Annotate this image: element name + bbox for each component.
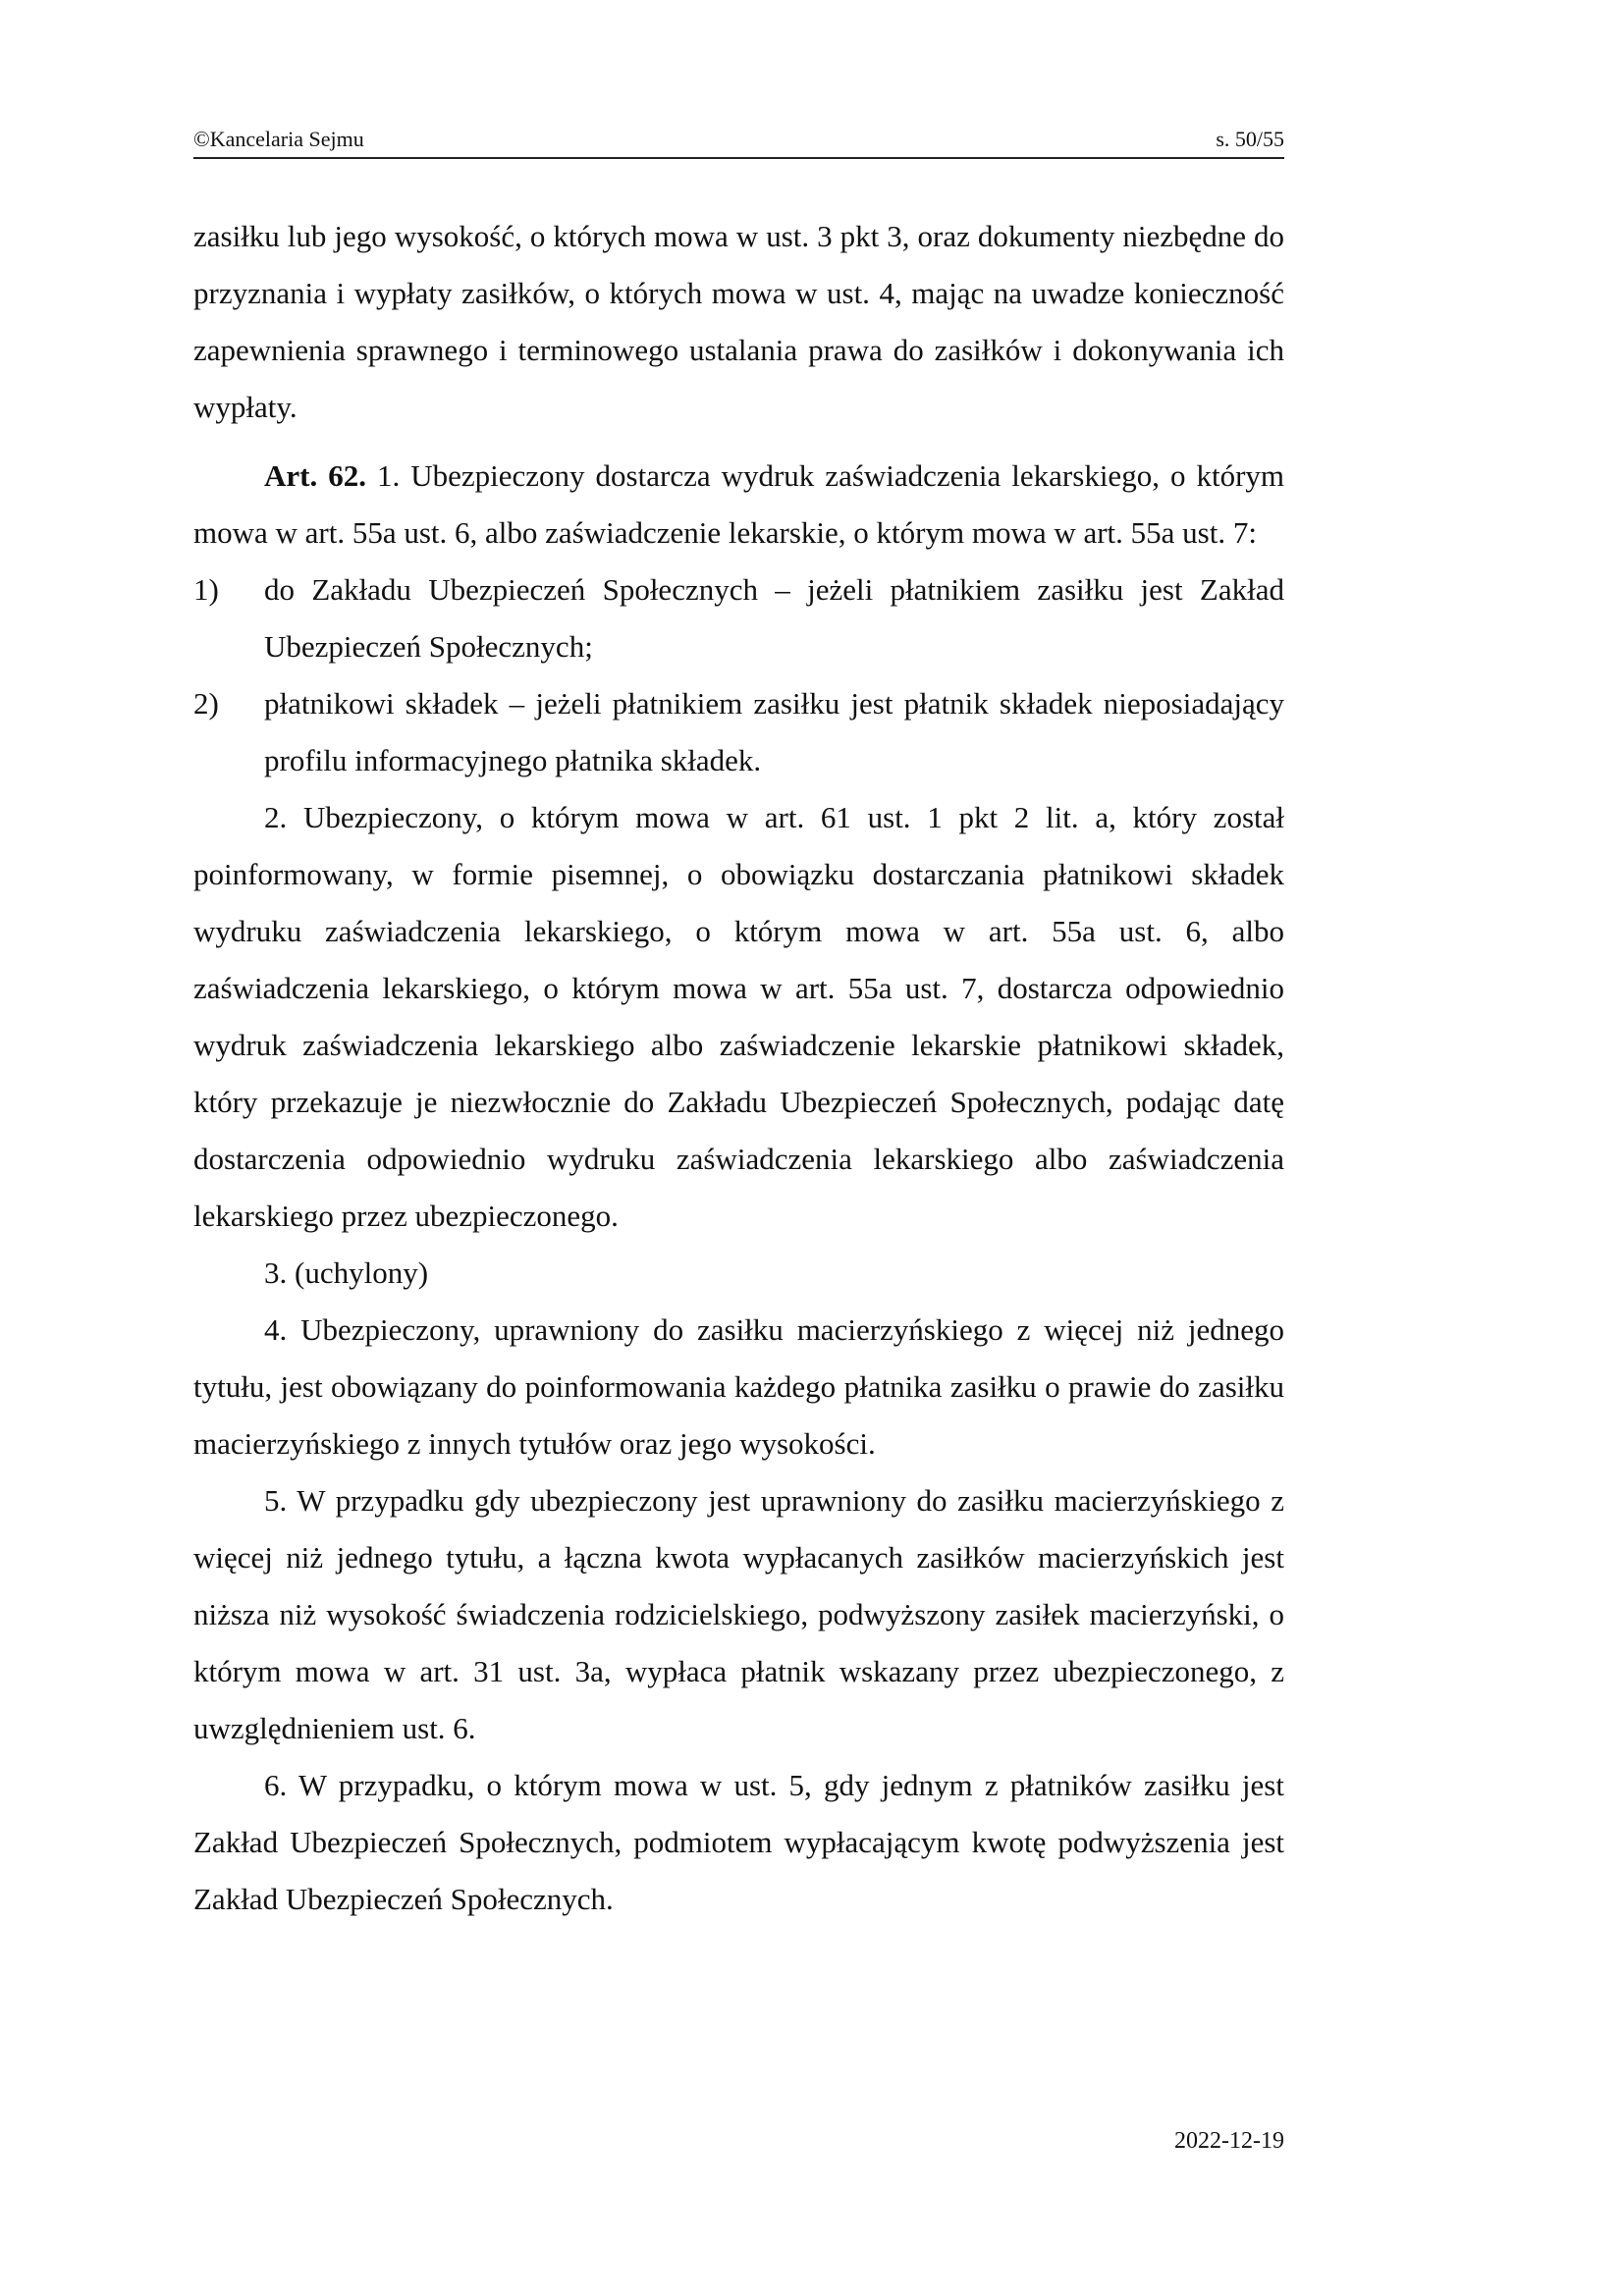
- article-62-paragraph-1: [193, 448, 1284, 561]
- article-62-paragraph-4: 4. Ubezpieczony, uprawniony do zasiłku macierzyńskiego z więcej niż jednego tytułu, jest obowiązany do poinformowania każdego płatnika zasiłku o prawie do zasiłku macierzyńskiego z innych tytułów oraz jego wysokości.: [193, 1312, 1284, 1461]
- paragraph-1-text: 1. Ubezpieczony dostarcza wydruk zaświadczenia lekarskiego, o którym mowa w art. 55a ust. 6, albo zaświadczenie lekarskie, o którym mowa w art. 55a ust. 7:: [193, 458, 1284, 550]
- article-62-paragraph-2: 2. Ubezpieczony, o którym mowa w art. 61 ust. 1 pkt 2 lit. a, który został poinformowany, w formie pisemnej, o obowiązku dostarczania płatnikowi składek wydruku zaświadczenia lekarskiego, o którym mowa w art. 55a ust. 6, albo zaświadczenia lekarskiego, o którym mowa w art. 55a ust. 7, dostarcza odpowiednio wydruk zaświadczenia lekarskiego albo zaświadczenie lekarskie płatnikowi składek, który przekazuje je niezwłocznie do Zakładu Ubezpieczeń Społecznych, podając datę dostarczenia odpowiednio wydruku zaświadczenia lekarskiego albo zaświadczenia lekarskiego przez ubezpieczonego.: [193, 800, 1284, 1233]
- continuation-paragraph: zasiłku lub jego wysokość, o których mowa w ust. 3 pkt 3, oraz dokumenty niezbędne do przyznania i wypłaty zasiłków, o których mowa w ust. 4, mając na uwadze konieczność zapewnienia sprawnego i terminowego ustalania prawa do zasiłków i dokonywania ich wypłaty.: [193, 219, 1284, 424]
- article-62-paragraph-3: 3. (uchylony): [264, 1255, 429, 1290]
- article-62-paragraph-5: 5. W przypadku gdy ubezpieczony jest uprawniony do zasiłku macierzyńskiego z więcej niż jednego tytułu, a łączna kwota wypłacanych zasiłków macierzyńskich jest niższa niż wysokość świadczenia rodzicielskiego, podwyższony zasiłek macierzyński, o którym mowa w art. 31 ust. 3a, wypłaca płatnik wskazany przez ubezpieczonego, z uwzględnieniem ust. 6.: [193, 1483, 1284, 1745]
- article-62-paragraph-6: 6. W przypadku, o którym mowa w ust. 5, gdy jednym z płatników zasiłku jest Zakład Ubezpieczeń Społecznych, podmiotem wypłacającym kwotę podwyższenia jest Zakład Ubezpieczeń Społecznych.: [193, 1768, 1284, 1916]
- article-label: Art. 62.: [264, 458, 366, 493]
- document-body: [193, 208, 1284, 1928]
- list-item-text: płatnikowi składek – jeżeli płatnikiem zasiłku jest płatnik składek nieposiadający profilu informacyjnego płatnika składek.: [264, 686, 1284, 777]
- page-header: [193, 122, 1284, 159]
- list-item-number: 1): [193, 572, 219, 607]
- footer-date: 2022-12-19: [1174, 2128, 1284, 2154]
- list-item: [193, 561, 1284, 675]
- list-item-text: do Zakładu Ubezpieczeń Społecznych – jeżeli płatnikiem zasiłku jest Zakład Ubezpieczeń Społecznych;: [264, 572, 1284, 664]
- list-item-number: 2): [193, 686, 219, 721]
- list-item: [193, 675, 1284, 789]
- header-source: ©Kancelaria Sejmu: [193, 127, 364, 151]
- header-page-number: s. 50/55: [1216, 127, 1284, 151]
